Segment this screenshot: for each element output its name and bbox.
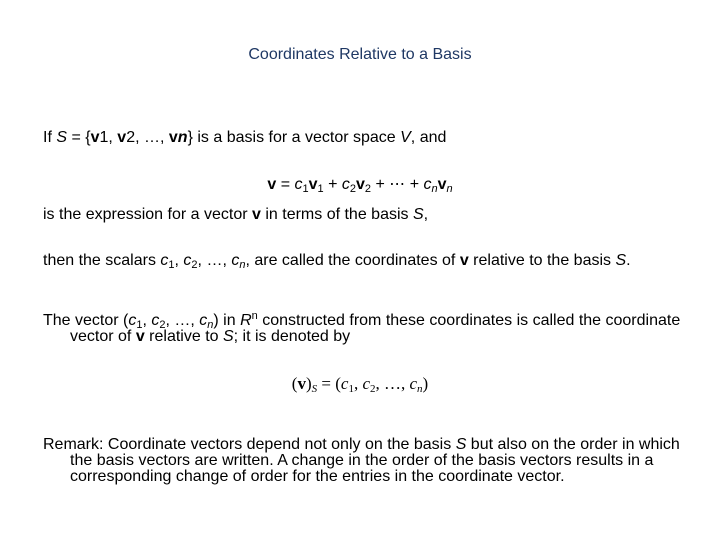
definition-line-4: The vector ($c_1$, $c_2$, …, $c_n$) in $R^n$ constructed from these coordinates is called the coordinate vector of v relative to S; it is denoted by: [43, 310, 681, 345]
coordinate-vector-equation: $(v)_S = (c_1$, $c_2$, …, $c_n$): [291, 374, 429, 395]
slide-title: Coordinates Relative to a Basis: [248, 46, 472, 63]
definition-line-2: is the expression for a vector v in terms of the basis S,: [43, 206, 429, 223]
definition-line-1: If S = {v1, v2, …, vn} is a basis for a vector space V, and: [43, 129, 447, 146]
basis-expansion-equation: $v = c_1v_1 + c_2v_2$ + ⋯ + $c_nv_n$: [267, 176, 453, 195]
remark-paragraph: Remark: Coordinate vectors depend not only on the basis S but also on the order in which the basis vectors are written. A change in the order of the basis vectors results in a corresponding change of order for the entries in the coordinate vector.: [43, 436, 680, 485]
definition-line-3: then the scalars $c_1$, $c_2$, …, $c_n$, are called the coordinates of v relative to the basis S.: [43, 252, 631, 271]
